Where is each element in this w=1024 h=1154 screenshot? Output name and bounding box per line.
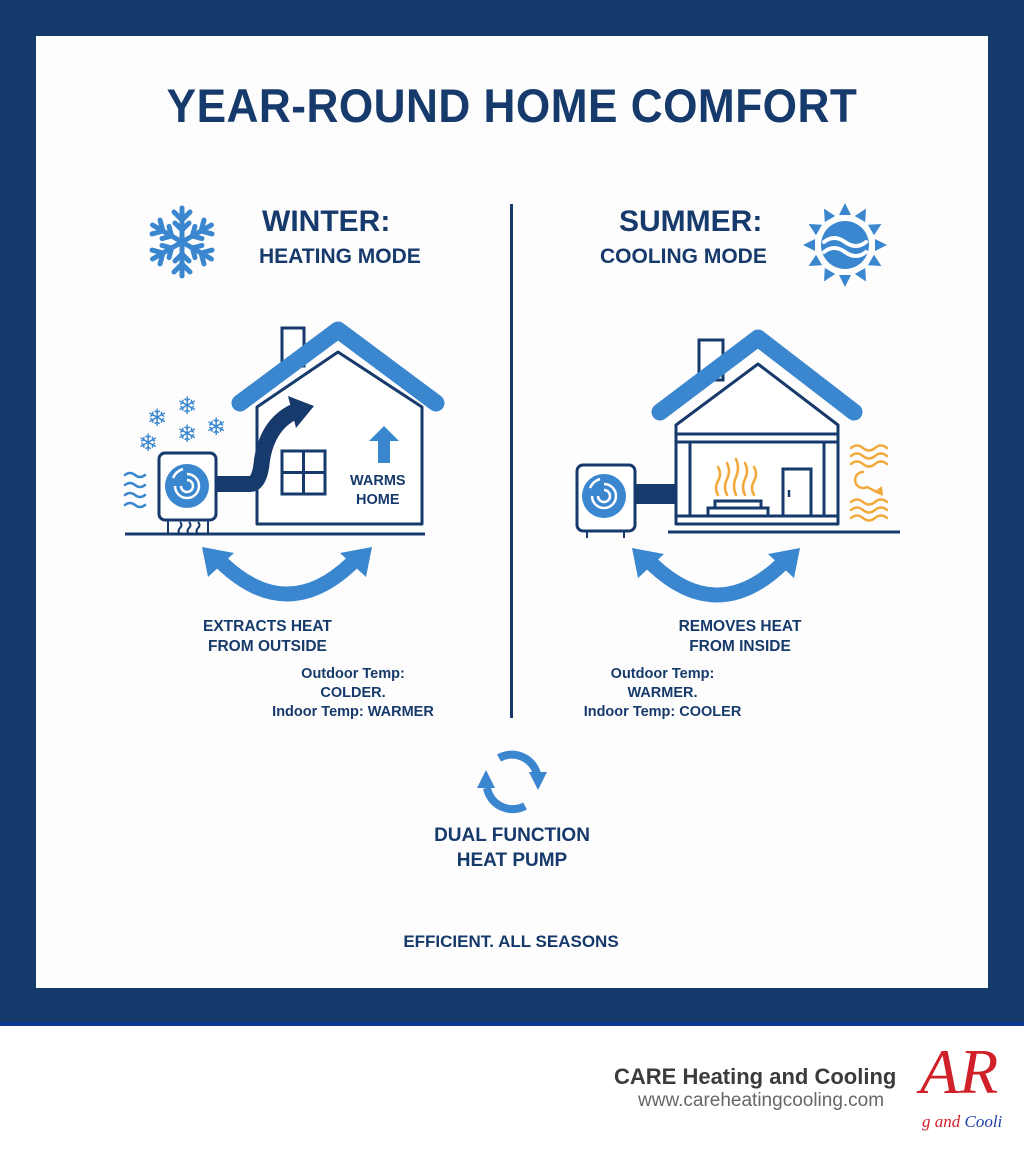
- company-logo: AR: [920, 1036, 999, 1107]
- infographic-title: YEAR-ROUND HOME COMFORT: [166, 79, 858, 132]
- svg-text:❄: ❄: [147, 404, 168, 432]
- warms-home-label: WARMS HOME: [350, 473, 406, 508]
- summer-house-illustration: [560, 320, 920, 550]
- winter-caption: EXTRACTS HEAT FROM OUTSIDE: [203, 618, 332, 655]
- winter-mode-title: HEATING MODE: [259, 245, 421, 268]
- company-url[interactable]: www.careheatingcooling.com: [638, 1090, 885, 1111]
- company-logo-subtext: g and Cooli: [922, 1112, 1003, 1131]
- svg-text:❄: ❄: [206, 413, 227, 441]
- summer-season-title: SUMMER:: [619, 205, 763, 238]
- dual-function-label: DUAL FUNCTION HEAT PUMP: [434, 825, 590, 871]
- cycle-arrows-icon: [474, 750, 550, 812]
- winter-house-illustration: [110, 310, 460, 550]
- frame-edge-line: [0, 1022, 1024, 1026]
- snowflake-icon: [146, 204, 218, 280]
- winter-temps: Outdoor Temp: COLDER. Indoor Temp: WARMER: [272, 666, 434, 720]
- summer-mode-title: COOLING MODE: [600, 245, 767, 268]
- summer-temps: Outdoor Temp: WARMER. Indoor Temp: COOLER: [583, 666, 742, 720]
- winter-season-title: WINTER:: [262, 205, 391, 238]
- season-divider: [510, 204, 513, 718]
- winter-cycle-arrow: [200, 545, 375, 610]
- summer-caption: REMOVES HEAT FROM INSIDE: [678, 618, 802, 655]
- tagline: EFFICIENT. ALL SEASONS: [403, 932, 619, 951]
- summer-cycle-arrow: [632, 546, 802, 611]
- sun-icon: [802, 202, 888, 288]
- company-name: CARE Heating and Cooling: [614, 1064, 897, 1089]
- svg-text:❄: ❄: [138, 429, 159, 457]
- svg-text:❄: ❄: [177, 392, 198, 420]
- svg-text:❄: ❄: [177, 420, 198, 448]
